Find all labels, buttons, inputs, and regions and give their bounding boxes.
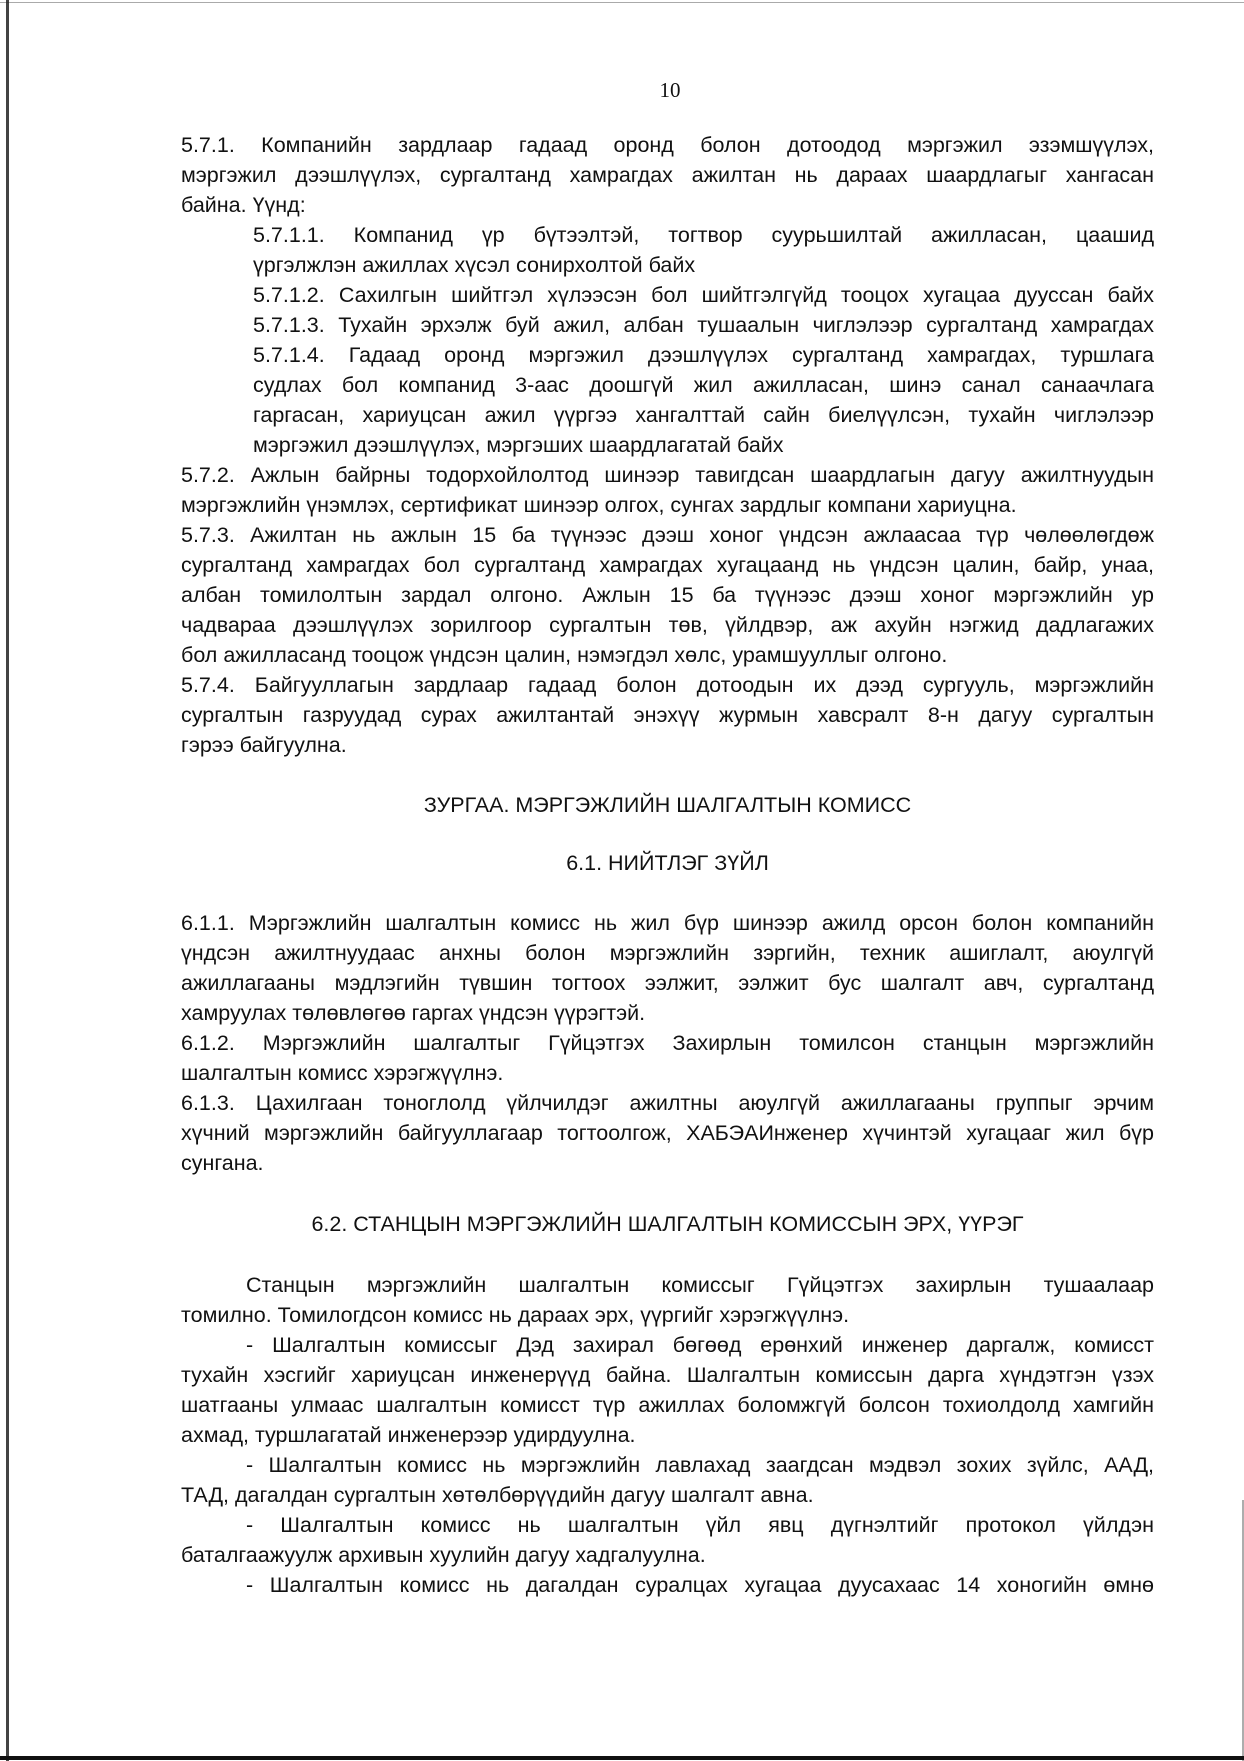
section-heading-6-1: 6.1. НИЙТЛЭГ ЗҮЙЛ	[566, 851, 769, 875]
text-line: 5.7.1.1. Компанид үр бүтээлтэй, тогтвор суурьшилтай ажилласан, цаашид	[253, 223, 1154, 247]
text-line: тухайн хэсгийг хариуцсан инженерүүд байна. Шалгалтын комиссын дарга хүндэтгэн үзэх	[181, 1363, 1154, 1387]
text-line: үргэлжлэн ажиллах хүсэл сонирхолтой байх	[253, 253, 696, 277]
text-line: Станцын мэргэжлийн шалгалтын комиссыг Гүйцэтгэх захирлын тушаалаар	[246, 1273, 1154, 1297]
text-line: гаргасан, хариуцсан ажил үүргээ хангалттай сайн биелүүлсэн, тухайн чиглэлээр	[253, 403, 1154, 427]
text-line: томилно. Томилогдсон комисс нь дараах эрх, үүргийг хэрэгжүүлнэ.	[181, 1303, 850, 1327]
text-line: - Шалгалтын комисс нь дагалдан суралцах хугацаа дуусахаас 14 хоногийн өмнө	[246, 1573, 1154, 1597]
text-line: 5.7.4. Байгууллагын зардлаар гадаад болон дотоодын их дээд сургууль, мэргэжлийн	[181, 673, 1154, 697]
text-line: ахмад, туршлагатай инженерээр удирдуулна.	[181, 1423, 636, 1447]
text-line: 6.1.1. Мэргэжлийн шалгалтын комисс нь жил бүр шинээр ажилд орсон болон компанийн	[181, 911, 1154, 935]
text-line: шалгалтын комисс хэрэгжүүлнэ.	[181, 1061, 504, 1085]
text-line: - Шалгалтын комиссыг Дэд захирал бөгөөд ерөнхий инженер даргалж, комисст	[246, 1333, 1154, 1357]
text-line: шатгааны улмаас шалгалтын комисст түр ажиллах боломжгүй болсон тохиолдолд хамгийн	[181, 1393, 1154, 1417]
text-line: судлах бол компанид 3-аас доошгүй жил ажилласан, шинэ санал санаачлага	[253, 373, 1154, 397]
scan-edge-left	[6, 0, 9, 1761]
page-number: 10	[659, 78, 681, 102]
document-body	[181, 130, 1154, 1600]
bullet-paragraph	[181, 1570, 1154, 1600]
bullet-paragraph	[181, 1510, 1154, 1570]
text-line: ажиллагааны мэдлэгийн түвшин тогтоох ээлжит, ээлжит бус шалгалт авч, сургалтанд	[181, 971, 1154, 995]
paragraph-6-1-1	[181, 908, 1154, 1028]
text-line: 5.7.3. Ажилтан нь ажлын 15 ба түүнээс дээш хоног үндсэн ажлаасаа түр чөлөөлөгдөж	[181, 523, 1154, 547]
paragraph-5-7-1-3	[181, 310, 1154, 340]
text-line: 6.1.3. Цахилгаан тоноглолд үйлчилдэг ажилтны аюулгүй ажиллагааны группыг эрчим	[181, 1091, 1154, 1115]
text-line: хамруулах төлөвлөгөө гаргах үндсэн үүрэгтэй.	[181, 1001, 646, 1025]
text-line: 6.1.2. Мэргэжлийн шалгалтыг Гүйцэтгэх Захирлын томилсон станцын мэргэжлийн	[181, 1031, 1154, 1055]
paragraph-6-1-3	[181, 1088, 1154, 1178]
chapter-heading: ЗУРГАА. МЭРГЭЖЛИЙН ШАЛГАЛТЫН КОМИСС	[423, 793, 912, 817]
paragraph-5-7-1	[181, 130, 1154, 220]
paragraph-6-1-2	[181, 1028, 1154, 1088]
paragraph-5-7-1-2	[181, 280, 1154, 310]
text-line: баталгаажуулж архивын хуулийн дагуу хадгалуулна.	[181, 1543, 706, 1567]
section-heading-6-2: 6.2. СТАНЦЫН МЭРГЭЖЛИЙН ШАЛГАЛТЫН КОМИССЫН ЭРХ, ҮҮРЭГ	[311, 1212, 1024, 1236]
bullet-paragraph	[181, 1330, 1154, 1450]
text-line: 5.7.2. Ажлын байрны тодорхойлолтод шинээр тавигдсан шаардлагын дагуу ажилтнуудын	[181, 463, 1154, 487]
text-line: 5.7.1. Компанийн зардлаар гадаад оронд болон дотоодод мэргэжил эзэмшүүлэх,	[181, 133, 1154, 157]
text-line: хүчний мэргэжлийн байгууллагаар тогтоолгож, ХАБЭАИнженер хүчинтэй хугацааг жил бүр	[181, 1121, 1154, 1145]
text-line: сургалтанд хамрагдах бол сургалтанд хамрагдах хугацаанд нь үндсэн цалин, байр, унаа,	[181, 553, 1154, 577]
text-line: байна. Үүнд:	[181, 193, 306, 217]
text-line: гэрээ байгуулна.	[181, 733, 347, 757]
text-line: бол ажилласанд тооцож үндсэн цалин, нэмэгдэл хөлс, урамшууллыг олгоно.	[181, 643, 948, 667]
text-line: 5.7.1.3. Тухайн эрхэлж буй ажил, албан тушаалын чиглэлээр сургалтанд хамрагдах	[253, 313, 1154, 337]
text-line: - Шалгалтын комисс нь мэргэжлийн лавлахад заагдсан мэдвэл зохих зүйлс, ААД,	[246, 1453, 1154, 1477]
text-line: албан томилолтын зардал олгоно. Ажлын 15 ба түүнээс дээш хоног мэргэжлийн ур	[181, 583, 1154, 607]
text-line: мэргэжлийн үнэмлэх, сертификат шинээр олгох, сунгах зардлыг компани хариуцна.	[181, 493, 1017, 517]
paragraph-5-7-2	[181, 460, 1154, 520]
paragraph-5-7-3	[181, 520, 1154, 670]
text-line: чадвараа дээшлүүлэх зорилгоор сургалтын төв, үйлдвэр, аж ахуйн нэгжид дадлагажих	[181, 613, 1154, 637]
paragraph-5-7-4	[181, 670, 1154, 760]
text-line: - Шалгалтын комисс нь шалгалтын үйл явц дүгнэлтийг протокол үйлдэн	[246, 1513, 1154, 1537]
text-line: мэргэжил дээшлүүлэх, сургалтанд хамрагдах ажилтан нь дараах шаардлагыг хангасан	[181, 163, 1154, 187]
text-line: мэргэжил дээшлүүлэх, мэргэших шаардлагатай байх	[253, 433, 784, 457]
text-line: ТАД, дагалдан сургалтын хөтөлбөрүүдийн дагуу шалгалт авна.	[181, 1483, 814, 1507]
text-line: сургалтын газруудад сурах ажилтантай энэхүү журмын хавсралт 8-н дагуу сургалтын	[181, 703, 1154, 727]
scan-edge-top	[0, 2, 1244, 3]
bullet-paragraph	[181, 1450, 1154, 1510]
scan-edge-bottom	[0, 1756, 1244, 1760]
paragraph-5-7-1-1	[181, 220, 1154, 280]
paragraph-6-2-intro	[181, 1270, 1154, 1330]
text-line: сунгана.	[181, 1151, 264, 1175]
text-line: үндсэн ажилтнуудаас анхны болон мэргэжлийн зэргийн, техник ашиглалт, аюулгүй	[181, 941, 1154, 965]
paragraph-5-7-1-4	[181, 340, 1154, 460]
text-line: 5.7.1.2. Сахилгын шийтгэл хүлээсэн бол шийтгэлгүйд тооцох хугацаа дууссан байх	[253, 283, 1154, 307]
text-line: 5.7.1.4. Гадаад оронд мэргэжил дээшлүүлэх сургалтанд хамрагдах, туршлага	[253, 343, 1154, 367]
